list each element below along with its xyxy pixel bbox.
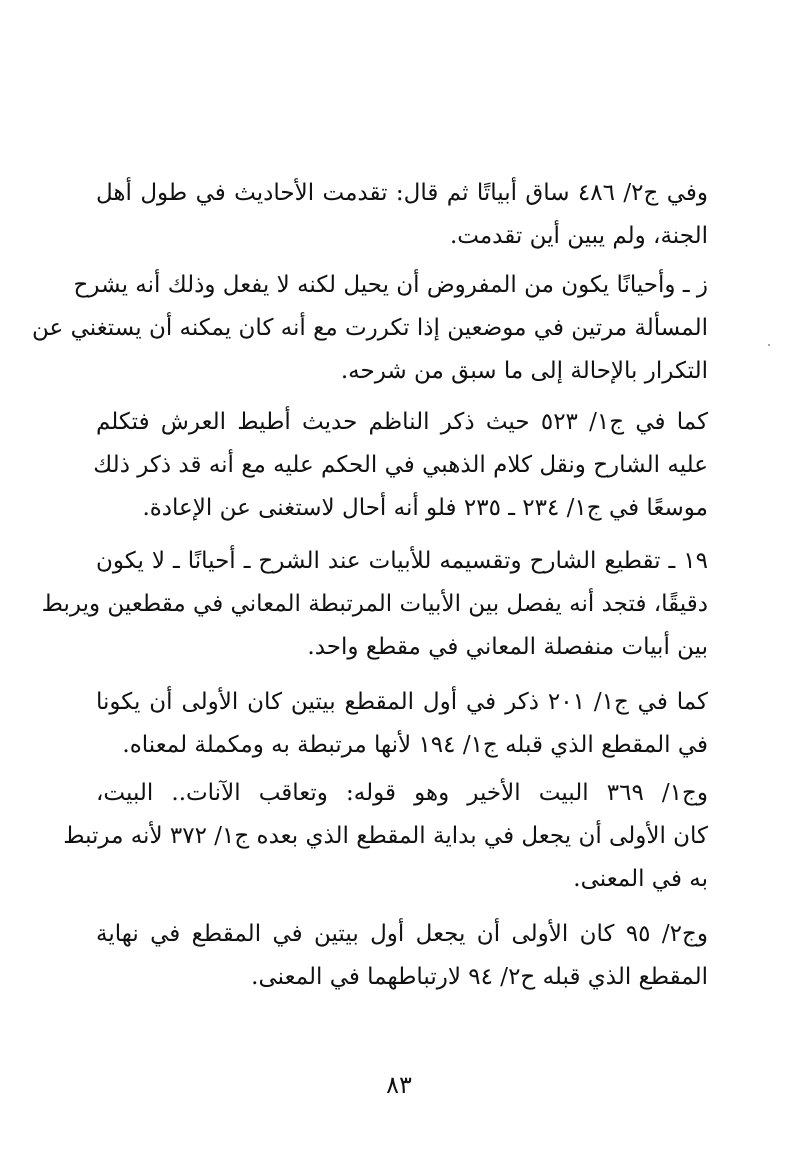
paragraph-line: وفي ج٢/ ٤٨٦ ساق أبياتًا ثم قال: تقدمت الأحاديث في طول أهل xyxy=(96,180,708,206)
paragraph-line: المسألة مرتين في موضعين إذا تكررت مع أنه كان يمكنه أن يستغني عن xyxy=(32,315,708,341)
paragraph-line: دقيقًا، فتجد أنه يفصل بين الأبيات المرتبطة المعاني في مقطعين ويربط xyxy=(41,591,708,617)
paragraph-5 xyxy=(96,681,708,767)
paragraph-line: الجنة، ولم يبين أين تقدمت. xyxy=(449,223,708,249)
paragraph-1 xyxy=(96,172,708,258)
paragraph-line: ز ـ وأحيانًا يكون من المفروض أن يحيل لكنه لا يفعل وذلك أنه يشرح xyxy=(73,272,708,298)
paragraph-line: ١٩ ـ تقطيع الشارح وتقسيمه للأبيات عند الشرح ـ أحيانًا ـ لا يكون xyxy=(96,548,708,574)
paragraph-line: به في المعنى. xyxy=(573,866,708,892)
scan-speck xyxy=(768,344,770,346)
paragraph-line: كما في ج١/ ٢٠١ ذكر في أول المقطع بيتين كان الأولى أن يكونا xyxy=(96,689,709,715)
paragraph-line: في المقطع الذي قبله ج١/ ١٩٤ لأنها مرتبطة به ومكملة لمعناه. xyxy=(122,732,708,758)
paragraph-line: المقطع الذي قبله ح٢/ ٩٤ لارتباطهما في المعنى. xyxy=(251,964,708,990)
page-number: ٨٣ xyxy=(386,1071,412,1099)
paragraph-6 xyxy=(63,772,708,901)
paragraph-line: عليه الشارح ونقل كلام الذهبي في الحكم عليه مع أنه قد ذكر ذلك xyxy=(93,452,708,478)
paragraph-7 xyxy=(96,913,708,999)
paragraph-line: كان الأولى أن يجعل في بداية المقطع الذي بعده ج١/ ٣٧٢ لأنه مرتبط xyxy=(63,823,708,849)
paragraph-line: وج١/ ٣٦٩ البيت الأخير وهو قوله: وتعاقب الآنات.. البيت، xyxy=(96,780,708,806)
paragraph-line: بين أبيات منفصلة المعاني في مقطع واحد. xyxy=(307,634,708,660)
paragraph-line: التكرار بالإحالة إلى ما سبق من شرحه. xyxy=(340,358,708,384)
paragraph-2 xyxy=(32,264,708,393)
paragraph-line: وج٢/ ٩٥ كان الأولى أن يجعل أول بيتين في المقطع في نهاية xyxy=(96,921,708,947)
paragraph-line: موسعًا في ج١/ ٢٣٤ ـ ٢٣٥ فلو أنه أحال لاستغنى عن الإعادة. xyxy=(142,495,708,521)
paragraph-line: كما في ج١/ ٥٢٣ حيث ذكر الناظم حديث أطيط العرش فتكلم xyxy=(96,409,709,435)
paragraph-4 xyxy=(41,540,708,669)
paragraph-3 xyxy=(93,401,709,530)
